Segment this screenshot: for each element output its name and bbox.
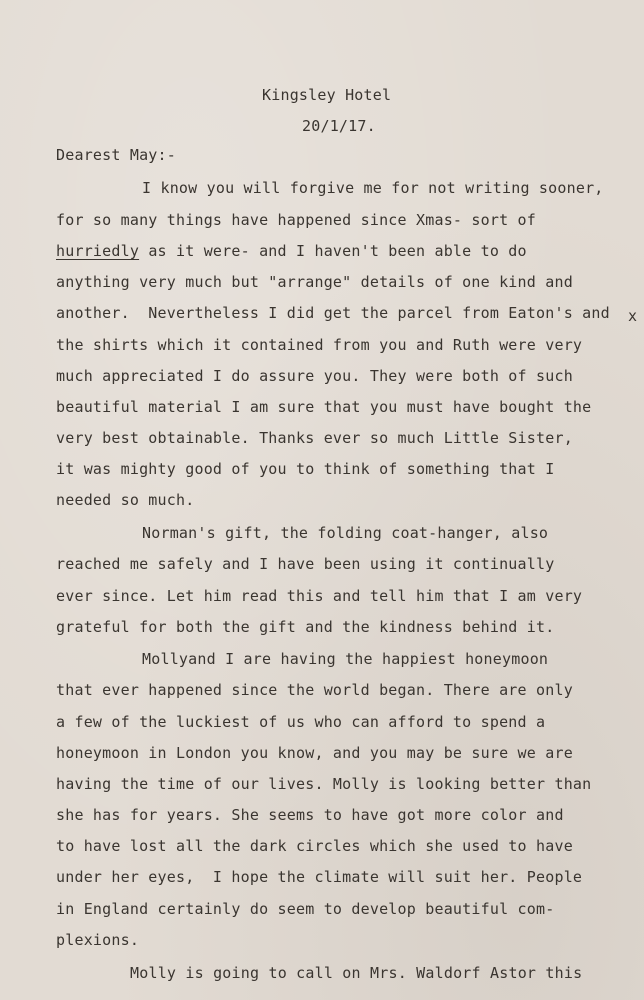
text-line: I know you will forgive me for not writing sooner, [142,179,604,197]
text-line: a few of the luckiest of us who can afford to spend a [56,713,546,731]
text-line: reached me safely and I have been using it continually [56,555,555,573]
text-line: that ever happened since the world began. There are only [56,681,573,699]
text-line: Molly is going to call on Mrs. Waldorf Astor this [130,964,583,982]
letter-header-date: 20/1/17. [302,117,376,135]
text-line: anything very much but "arrange" details of one kind and [56,273,573,291]
text-line: beautiful material I am sure that you must have bought the [56,398,592,416]
text-line: grateful for both the gift and the kindness behind it. [56,618,555,636]
letter-header-place: Kingsley Hotel [262,86,392,104]
text-line: Norman's gift, the folding coat-hanger, also [142,524,549,542]
text-line: under her eyes, I hope the climate will suit her. People [56,868,583,886]
text-line-rest: as it were- and I haven't been able to do [148,242,527,260]
text-line: in England certainly do seem to develop beautiful com- [56,900,555,918]
margin-mark: x [628,307,638,325]
text-line: for so many things have happened since Xmas- sort of [56,211,536,229]
text-line: another. Nevertheless I did get the parcel from Eaton's and [56,304,610,322]
underlined-word: hurriedly [56,242,140,260]
text-line: Mollyand I are having the happiest honeymoon [142,650,549,668]
text-line: ever since. Let him read this and tell him that I am very [56,587,583,605]
text-line: very best obtainable. Thanks ever so much Little Sister, [56,429,573,447]
text-line: the shirts which it contained from you and Ruth were very [56,336,583,354]
letter-salutation: Dearest May:- [56,146,176,164]
text-line: it was mighty good of you to think of something that I [56,460,555,478]
text-line: to have lost all the dark circles which she used to have [56,837,573,855]
text-line: honeymoon in London you know, and you may be sure we are [56,744,573,762]
text-line [56,244,527,259]
text-line: she has for years. She seems to have got more color and [56,806,564,824]
text-line: having the time of our lives. Molly is looking better than [56,775,592,793]
text-line: needed so much. [56,491,195,509]
text-line: much appreciated I do assure you. They were both of such [56,367,573,385]
text-line: plexions. [56,931,140,949]
